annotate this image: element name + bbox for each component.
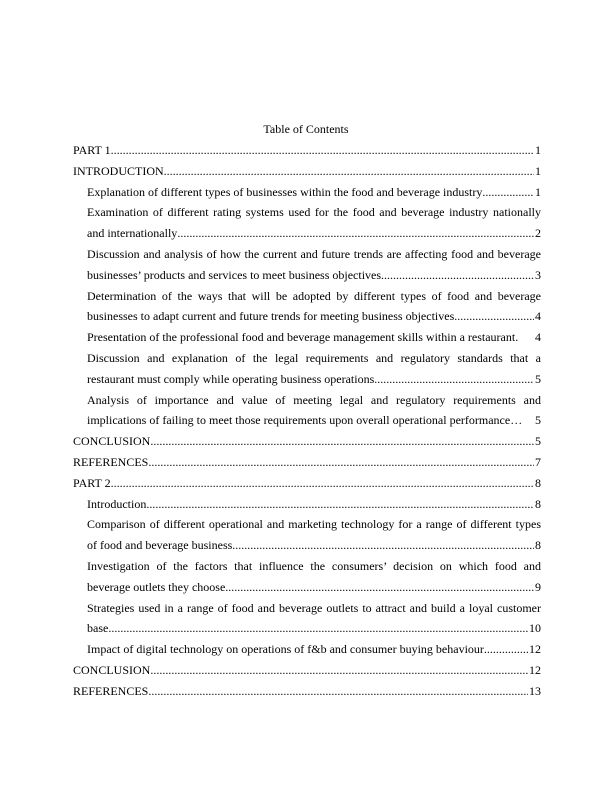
toc-entry-text-line1: Discussion and explanation of the legal requirements and regulatory standards that a: [87, 350, 541, 365]
toc-page-number: 8: [535, 538, 541, 553]
toc-entry-text: implications of failing to meet those requirements upon overall operational performance: [87, 413, 511, 428]
toc-entry-text: PART 2: [73, 475, 111, 490]
toc-page-number: 1: [535, 143, 541, 157]
toc-leader-dots: [111, 140, 534, 161]
toc-entry-text: and internationally: [87, 226, 178, 241]
toc-entry-part-2[interactable]: [73, 473, 541, 494]
toc-entry-rating-systems[interactable]: [73, 202, 541, 244]
toc-title: Table of Contents: [263, 122, 349, 136]
toc-entry-text: beverage outlets they choose: [87, 579, 226, 594]
toc-entry-text-line1: Comparison of different operational and marketing technology for a range of different types: [87, 517, 541, 532]
toc-entry-management-skills[interactable]: [73, 327, 541, 348]
toc-entry-text: Impact of digital technology on operations of f&b and consumer buying behaviour: [87, 642, 484, 657]
toc-leader-dots: [454, 306, 534, 327]
toc-entry-text: businesses to adapt current and future trends for meeting business objectives: [87, 309, 455, 324]
toc-entry-legal-requirements[interactable]: [73, 348, 541, 390]
toc-entry-digital-technology[interactable]: [73, 639, 541, 660]
toc-entry-text-line1: Analysis of importance and value of meeting legal and regulatory requirements and: [87, 392, 541, 407]
toc-entry-adapt-trends[interactable]: [73, 286, 541, 328]
toc-page-number: 12: [529, 662, 541, 677]
toc-entry-legal-importance[interactable]: [73, 390, 541, 432]
toc-entry-references-1[interactable]: [73, 452, 541, 473]
toc-leader-dots: [164, 161, 534, 182]
toc-entry-loyalty-strategies[interactable]: [73, 598, 541, 640]
toc-page-number: 1: [535, 163, 541, 178]
toc-page-number: 12: [529, 642, 541, 657]
toc-entry-consumer-factors[interactable]: [73, 556, 541, 598]
toc-entry-text: PART 1: [73, 143, 111, 157]
toc-page-number: 5: [535, 434, 541, 449]
toc-entry-text: REFERENCES: [73, 454, 149, 469]
toc-page-number: 4: [535, 330, 541, 345]
toc-leader-dots: [146, 494, 534, 515]
toc-leader-dots: [148, 681, 528, 702]
toc-entry-text-line1: Determination of the ways that will be adopted by different types of food and beverage: [87, 288, 541, 303]
toc-entry-conclusion-2[interactable]: [73, 660, 541, 681]
toc-ellipsis: …: [510, 413, 523, 428]
toc-page-number: 8: [535, 496, 541, 511]
toc-entry-introduction[interactable]: [73, 161, 541, 182]
toc-page-number: 1: [535, 184, 541, 199]
toc-entry-text-line1: Investigation of the factors that influence the consumers’ decision on which food and: [87, 558, 541, 573]
toc-leader-dots: [111, 473, 534, 494]
toc-entry-business-types[interactable]: [73, 182, 541, 203]
toc-leader-dots: [108, 618, 528, 639]
toc-leader-dots: [374, 369, 534, 390]
toc-entry-text: restaurant must comply while operating business operations: [87, 371, 375, 386]
toc-page-number: 8: [535, 475, 541, 490]
toc-page-number: 9: [535, 579, 541, 594]
toc-leader-dots: [381, 265, 534, 286]
toc-page-number: 5: [535, 413, 541, 428]
toc-leader-dots: [177, 223, 534, 244]
toc-entry-text: REFERENCES: [73, 683, 149, 698]
toc-leader-dots: [225, 577, 534, 598]
toc-page-number: 4: [535, 309, 541, 324]
toc-leader-dots: [482, 182, 534, 203]
toc-entry-text: CONCLUSION: [73, 662, 151, 677]
toc-entry-text-line1: Discussion and analysis of how the current and future trends are affecting food and beverage: [87, 246, 541, 261]
toc-page-number: 2: [535, 226, 541, 241]
toc-entry-references-2[interactable]: [73, 681, 541, 702]
toc-entry-trends-analysis[interactable]: [73, 244, 541, 286]
toc-page-number: 7: [535, 454, 541, 469]
toc-page-number: 13: [529, 683, 541, 698]
toc-entry-text-line1: Examination of different rating systems used for the food and beverage industry nationally: [87, 205, 541, 220]
toc-leader-dots: [150, 660, 528, 681]
toc-page-number: 3: [535, 267, 541, 282]
toc-entry-text: Explanation of different types of businesses within the food and beverage industry: [87, 184, 483, 199]
toc-entry-part-1[interactable]: [73, 140, 541, 161]
toc-entry-introduction-2[interactable]: [73, 494, 541, 515]
toc-leader-dots: [232, 535, 534, 556]
toc-page-number: 5: [535, 371, 541, 386]
toc-entry-technology-comparison[interactable]: [73, 514, 541, 556]
toc-entry-text: businesses’ products and services to meet business objectives: [87, 267, 382, 282]
toc-entry-conclusion-1[interactable]: [73, 431, 541, 452]
toc-entry-text-line1: Strategies used in a range of food and beverage outlets to attract and build a loyal customer: [87, 600, 541, 615]
toc-page-number: 10: [529, 621, 541, 636]
toc-entry-text: Introduction: [87, 496, 147, 511]
toc-leader-dots: [484, 639, 528, 660]
toc-entry-text: of food and beverage business: [87, 538, 233, 553]
toc-entry-text: INTRODUCTION: [73, 163, 164, 178]
toc-leader-dots: [150, 431, 534, 452]
toc-entry-text: CONCLUSION: [73, 434, 151, 449]
toc-entry-text: base: [87, 621, 109, 636]
toc-leader-dots: [148, 452, 534, 473]
table-of-contents: [73, 140, 541, 702]
toc-entry-text: Presentation of the professional food and beverage management skills within a restaurant.: [87, 330, 519, 345]
